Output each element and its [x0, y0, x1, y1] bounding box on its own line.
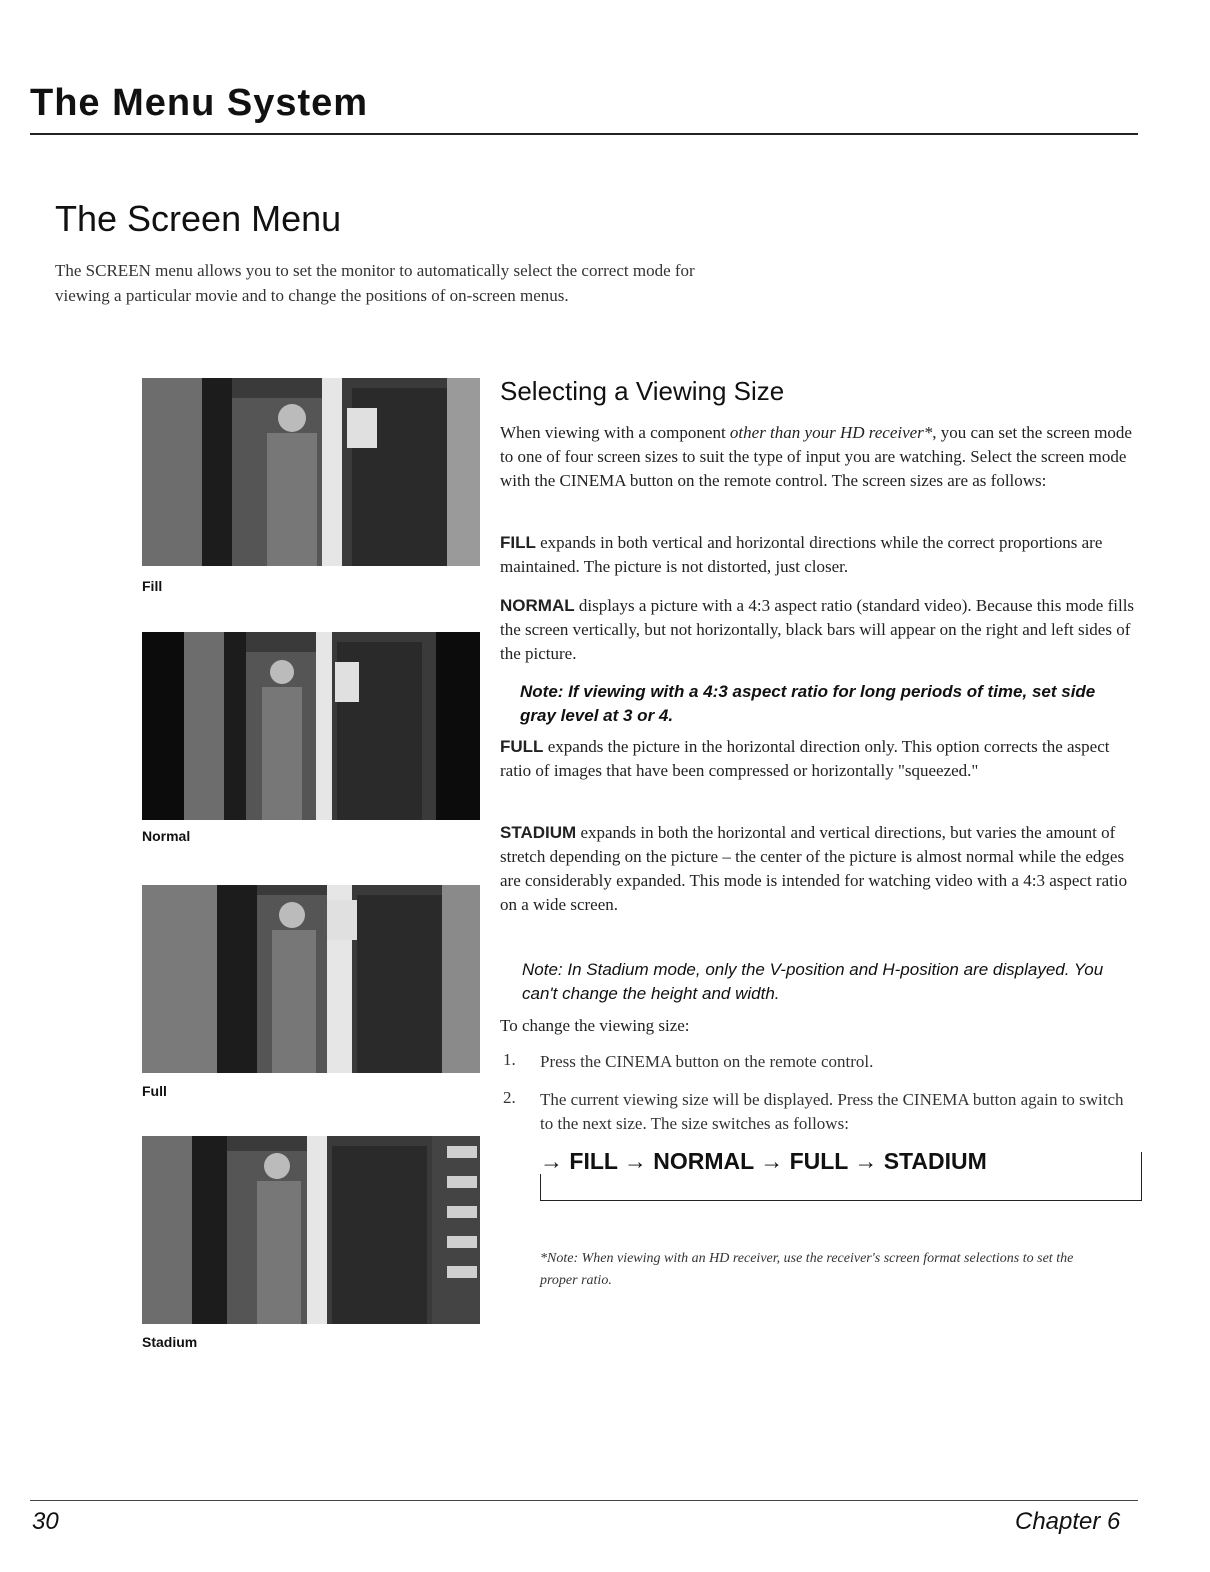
section-title: The Screen Menu [55, 198, 342, 239]
normal-mode-photo [142, 632, 480, 820]
step-2-text: The current viewing size will be displayed. Press the CINEMA button again to switch to the next size. The size switches as follows: [540, 1090, 1124, 1133]
full-mode-photo [142, 885, 480, 1073]
hd-receiver-footnote: *Note: When viewing with an HD receiver, use the receiver's screen format selections to set the proper ratio. [540, 1251, 1074, 1288]
intro-paragraph: The SCREEN menu allows you to set the monitor to automatically select the correct mode for viewing a particular movie and to change the positions of on-screen menus. [55, 261, 695, 305]
step-2-number: 2. [503, 1088, 516, 1107]
page-number: 30 [32, 1508, 59, 1535]
footer-divider [30, 1500, 1138, 1501]
change-size-intro: To change the viewing size: [500, 1016, 690, 1035]
fill-caption: Fill [142, 578, 163, 594]
normal-caption: Normal [142, 828, 191, 844]
step-1-number: 1. [503, 1050, 516, 1069]
viewing-intro-paragraph: When viewing with a component other than your HD receiver*, you can set the screen mode to one of four screen sizes to suit the type of input you are watching. Select the screen mode with the CINEMA button on the remote control. The screen sizes are as follows: [500, 423, 1132, 490]
fill-mode-photo [142, 378, 480, 566]
viewing-size-sequence: → FILL → NORMAL → FULL → STADIUM [540, 1148, 987, 1174]
step-1-text: Press the CINEMA button on the remote control. [540, 1052, 874, 1071]
header-divider [30, 133, 1138, 135]
stadium-note: Note: In Stadium mode, only the V-position and H-position are displayed. You can't change the height and width. [522, 960, 1104, 1003]
normal-description: NORMAL displays a picture with a 4:3 aspect ratio (standard video). Because this mode fills the screen vertically, but not horizontally, black bars will appear on the right and left sides of the picture. [500, 596, 1135, 663]
page-header-title: The Menu System [30, 82, 369, 124]
stadium-mode-photo [142, 1136, 480, 1324]
full-caption: Full [142, 1083, 167, 1099]
fill-description: FILL expands in both vertical and horizontal directions while the correct proportions are maintained. The picture is not distorted, just closer. [500, 533, 1103, 576]
viewing-size-title: Selecting a Viewing Size [500, 376, 785, 406]
chapter-label: Chapter 6 [1015, 1508, 1121, 1535]
stadium-description: STADIUM expands in both the horizontal and vertical directions, but varies the amount of stretch depending on the picture – the center of the picture is almost normal while the edges are considerably expanded. This mode is intended for watching video with a 4:3 aspect ratio on a wide screen. [500, 823, 1128, 914]
stadium-caption: Stadium [142, 1334, 198, 1350]
full-description: FULL expands the picture in the horizontal direction only. This option corrects the aspect ratio of images that have been compressed or horizontally "squeezed." [500, 737, 1110, 780]
aspect-ratio-note: Note: If viewing with a 4:3 aspect ratio for long periods of time, set side gray level at 3 or 4. [520, 682, 1096, 725]
